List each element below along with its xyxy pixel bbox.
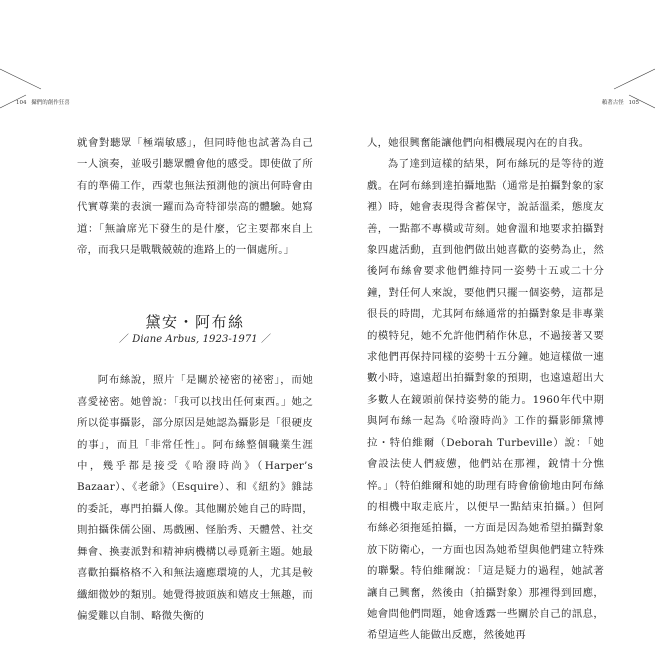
left-running-header	[16, 98, 70, 106]
left-page-number: 104	[16, 100, 27, 106]
right-header-title: 賴著古怪	[601, 100, 624, 106]
right-running-header	[602, 98, 639, 106]
left-paragraph-2: 阿布絲說，照片「是關於祕密的祕密」，而她喜愛祕密。她曾說：「我可以找出任何東西。」她之所以從事攝影，部分原因是她認為攝影是「很硬皮的事」，而且「非常任性」。阿布絲整個職業生涯中，幾乎都是接受《哈潑時尚》（Harper’s Bazaar）、《老爺》（Esquire）、和《紐約》雜誌的委託，專門拍攝人像。其他關於她自己的時間，則拍攝侏儒公園、馬戲團、怪胎秀、天體營、社交舞會、換妻派對和精神病機構以尋覓新主題。她最喜歡拍攝格格不入和無法適應環境的人，尤其是較纖細微妙的類別。她覺得披頭族和嬉皮士無趣，而偏愛難以自制、略微失衡的	[77, 374, 313, 622]
left-page-body	[77, 133, 313, 627]
right-paragraph-2: 為了達到這樣的結果，阿布絲玩的是等待的遊戲。在阿布絲到達拍攝地點（通常是拍攝對象的家裡）時，她會表現得含蓄保守，說話溫柔，態度友善，一點都不專橫或苛刻。她會溫和地要求拍攝對象四處活動，直到他們做出她喜歡的姿勢為止，然後阿布絲會要求他們維持同一姿勢十五或二十分鐘，對任何人來說，要他們只擺一個姿勢，這都是很長的時間，尤其阿布絲通常的拍攝對象是非專業的模特兒，她不允許他們稍作休息，不過接著又要求他們再保持同樣的姿勢十五分鐘。她這樣做一連數小時，遠遠超出拍攝對象的預期，也遠遠超出大多數人在鏡頭前保持姿勢的能力。1960年代中期與阿布絲一起為《哈潑時尚》工作的攝影師黛博拉・特伯維爾（Deborah Turbeville）說：「她會設法使人們疲憊，他們站在那裡，銳情十分憔悴。」（特伯維爾和她的助理有時會偷偷地由阿布絲的相機中取走底片，以便早一點結束拍攝。）但阿布絲必須拖延拍攝，一方面是因為她希望拍攝對象放下防衛心，一方面也因為她希望與他們建立特殊的聯繫。特伯維爾說：「這是疑力的過程，她試著讓自己興奮，然後由（拍攝對象）那裡得到回應，她會問他們問題，她會透露一些關於自己的訊息，希望這些人能做出反應，然後她再	[367, 158, 604, 642]
section-subtitle-text: Diane Arbus, 1923-1971	[132, 334, 258, 346]
right-corner-line-1	[614, 69, 655, 89]
right-page-body	[367, 133, 604, 647]
left-header-title: 攝們的創作狂喜	[31, 100, 70, 106]
right-page-number: 105	[628, 100, 639, 106]
section-title: 黛安・阿布絲	[145, 313, 245, 332]
left-paragraph-1: 就會對聽眾「極端敏感」，但同時他也試著為自己一人演奏，並吸引聽眾體會他的感受。即使做了所有的準備工作，西蒙也無法預測他的演出何時會由代實尊業的表演一躍而為奇特卻崇高的體驗。她寫道：「無論席光下發生的是什麼，它主要都來自上帝，而我只是戰戰兢兢的進路上的一個處所。」	[77, 137, 313, 257]
section-subtitle: ／ Diane Arbus, 1923-1971 ／	[118, 334, 272, 346]
left-corner-line-1	[0, 69, 41, 89]
right-paragraph-1: 人，她很興奮能讓他們向相機展現內在的自我。	[367, 137, 590, 149]
